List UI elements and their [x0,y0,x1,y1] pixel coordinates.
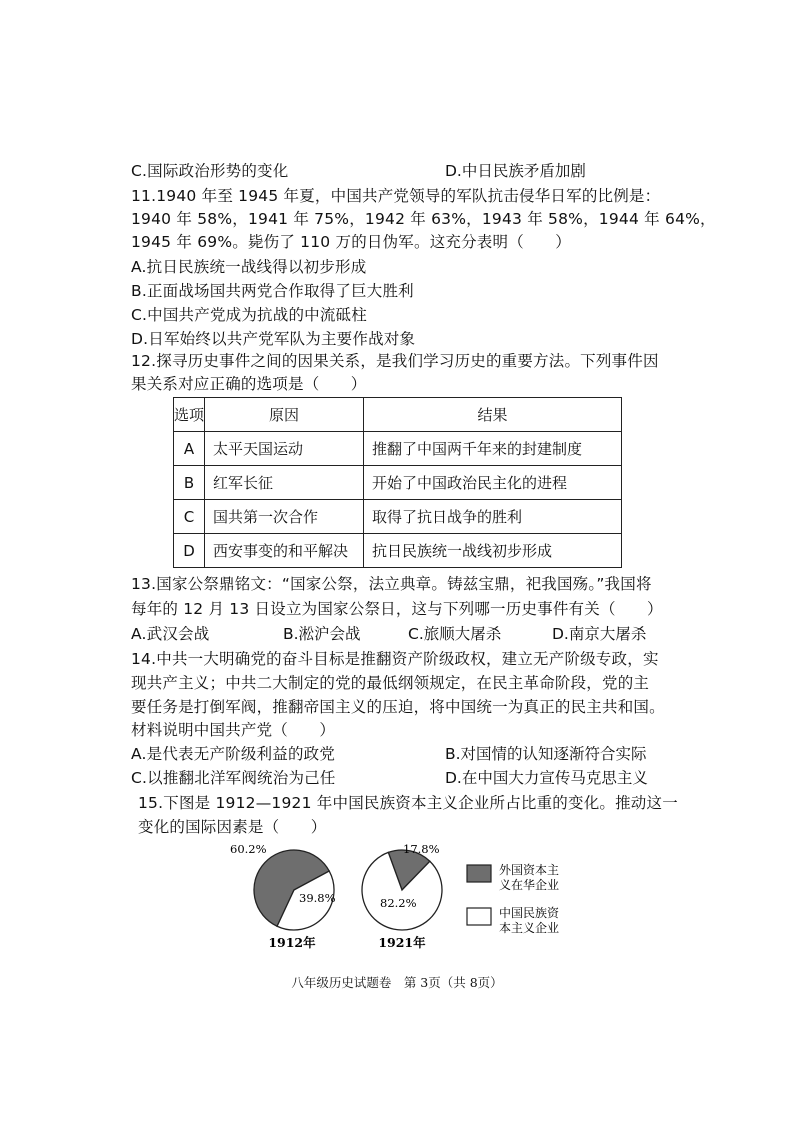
page-footer: 八年级历史试题卷 第 3页（共 8页） [291,975,503,990]
row-result: 开始了中国政治民主化的进程 [364,466,622,500]
row-cause: 红军长征 [205,466,364,500]
q13-stem-line1: 13.国家公祭鼎铭文：“国家公祭，法立典章。铸兹宝鼎，祀我国殇。”我国将 [131,575,652,593]
q14-stem-line2: 现共产主义；中共二大制定的党的最低纲领规定，在民主革命阶段，党的主 [131,674,650,692]
q11-option-c: C.中国共产党成为抗战的中流砥柱 [131,306,367,324]
pie-slice-label: 39.8% [299,891,336,905]
legend-label-foreign-line2: 义在华企业 [499,878,560,892]
q14-stem-line3: 要任务是打倒军阀，推翻帝国主义的压迫，将中国统一为真正的民主共和国。 [131,698,665,716]
row-cause: 西安事变的和平解决 [205,534,364,568]
row-option: C [174,500,205,534]
header-cause: 原因 [205,398,364,432]
legend-label-foreign-line1: 外国资本主 [499,863,560,877]
table-header-row [174,398,622,432]
q14-option-a: A.是代表无产阶级利益的政党 [131,745,336,763]
q12-stem-line1: 12.探寻历史事件之间的因果关系，是我们学习历史的重要方法。下列事件因 [131,352,659,370]
header-result: 结果 [364,398,622,432]
pie-year-label: 1912年 [268,935,316,950]
pie-1912 [230,842,336,950]
q13-option-b: B.淞沪会战 [283,625,361,643]
q10-option-d: D.中日民族矛盾加剧 [445,162,586,180]
q14-option-d: D.在中国大力宣传马克思主义 [445,769,648,787]
pie-slice-label: 17.8% [403,842,440,856]
q13-option-c: C.旅顺大屠杀 [408,625,502,643]
q15-stem-line1: 15.下图是 1912—1921 年中国民族资本主义企业所占比重的变化。推动这一 [138,794,678,812]
pie-1921 [362,842,442,950]
table-row [174,500,622,534]
table-row [174,432,622,466]
q13-stem-line2: 每年的 12 月 13 日设立为国家公祭日，这与下列哪一历史事件有关（ ） [131,600,663,618]
legend-label-national-line2: 本主义企业 [499,921,560,935]
row-cause: 国共第一次合作 [205,500,364,534]
table-row [174,466,622,500]
q14-option-b: B.对国情的认知逐渐符合实际 [445,745,647,763]
q11-stem-line1: 11.1940 年至 1945 年夏，中国共产党领导的军队抗击侵华日军的比例是： [131,187,661,205]
q12-stem-line2: 果关系对应正确的选项是（ ） [131,375,367,393]
pie-charts [226,840,596,952]
legend-swatch-foreign [467,865,491,882]
q11-option-d: D.日军始终以共产党军队为主要作战对象 [131,330,416,348]
row-option: D [174,534,205,568]
row-result: 抗日民族统一战线初步形成 [364,534,622,568]
row-option: B [174,466,205,500]
pie-slice-label: 82.2% [380,896,417,910]
q14-stem-line4: 材料说明中国共产党（ ） [131,721,336,739]
legend-label-national-line1: 中国民族资 [499,906,560,920]
row-option: A [174,432,205,466]
q14-stem-line1: 14.中共一大明确党的奋斗目标是推翻资产阶级政权，建立无产阶级专政，实 [131,650,659,668]
q13-option-d: D.南京大屠杀 [552,625,647,643]
q11-option-a: A.抗日民族统一战线得以初步形成 [131,258,367,276]
row-result: 取得了抗日战争的胜利 [364,500,622,534]
row-result: 推翻了中国两千年来的封建制度 [364,432,622,466]
header-option: 选项 [174,398,205,432]
q15-stem-line2: 变化的国际因素是（ ） [138,818,327,836]
q14-option-c: C.以推翻北洋军阀统治为己任 [131,769,336,787]
q11-stem-line2: 1940 年 58%，1941 年 75%，1942 年 63%，1943 年 58%，1944 年 64%， [131,210,716,228]
q10-option-c: C.国际政治形势的变化 [131,162,289,180]
table-row [174,534,622,568]
pie-year-label: 1921年 [378,935,426,950]
q12-cause-effect-table [173,397,622,568]
legend-swatch-national [467,908,491,925]
q11-stem-line3: 1945 年 69%。毙伤了 110 万的日伪军。这充分表明（ ） [131,233,571,251]
chart-legend [467,862,560,935]
q11-option-b: B.正面战场国共两党合作取得了巨大胜利 [131,282,414,300]
q13-option-a: A.武汉会战 [131,625,210,643]
row-cause: 太平天国运动 [205,432,364,466]
pie-slice-label: 60.2% [230,842,267,856]
